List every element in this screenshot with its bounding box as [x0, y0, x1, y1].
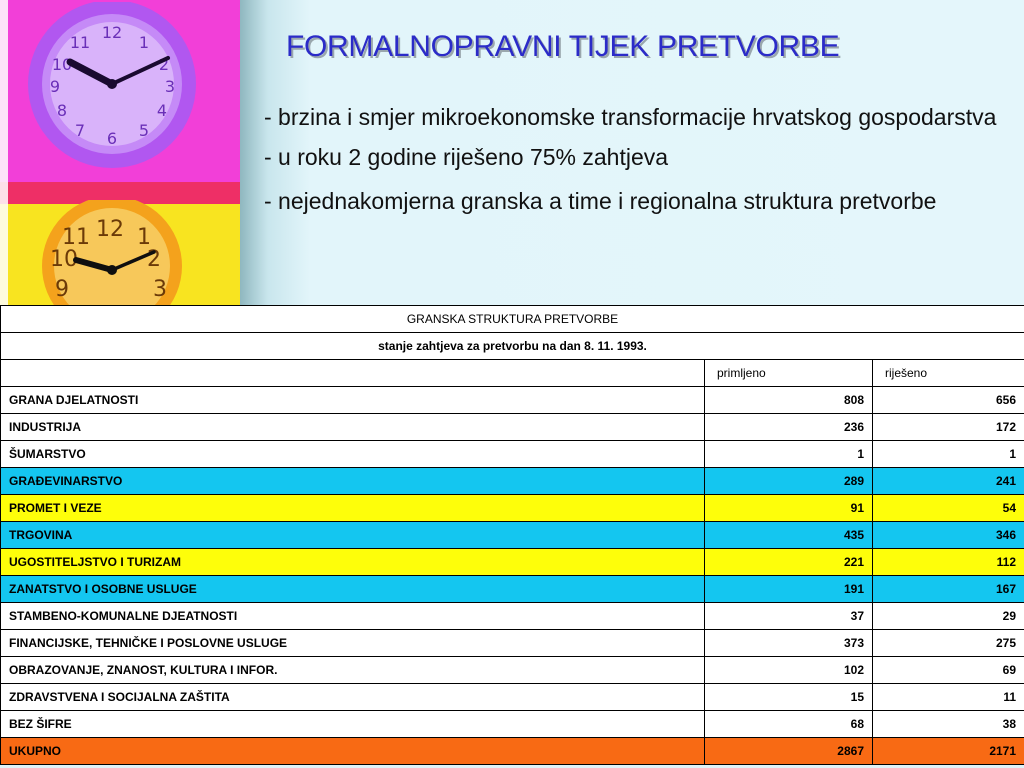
picture-edge: [0, 0, 8, 310]
cell-primljeno: 808: [705, 387, 873, 414]
table-row: [1, 549, 1024, 576]
cell-primljeno: 289: [705, 468, 873, 495]
cell-primljeno: 236: [705, 414, 873, 441]
row-label: FINANCIJSKE, TEHNIČKE I POSLOVNE USLUGE: [1, 630, 705, 657]
cell-primljeno: 221: [705, 549, 873, 576]
row-label: BEZ ŠIFRE: [1, 711, 705, 738]
cell-primljeno: 1: [705, 441, 873, 468]
row-label: ZANATSTVO I OSOBNE USLUGE: [1, 576, 705, 603]
cell-rijeseno: 54: [873, 495, 1024, 522]
cell-primljeno: 15: [705, 684, 873, 711]
svg-text:2: 2: [147, 247, 161, 272]
table-row: [1, 711, 1024, 738]
svg-text:3: 3: [153, 277, 167, 302]
svg-text:4: 4: [156, 101, 168, 120]
row-label: GRAĐEVINARSTVO: [1, 468, 705, 495]
table-row: [1, 468, 1024, 495]
bullet-item: - u roku 2 godine riješeno 75% zahtjeva: [264, 144, 669, 170]
svg-text:12: 12: [96, 217, 124, 242]
cell-rijeseno: 346: [873, 522, 1024, 549]
column-header-rijeseno: riješeno: [873, 360, 1024, 387]
row-label: OBRAZOVANJE, ZNANOST, KULTURA I INFOR.: [1, 657, 705, 684]
svg-text:5: 5: [138, 121, 150, 140]
bullet-item: - nejednakomjerna granska a time i regionalna struktura pretvorbe: [264, 188, 937, 214]
cell-rijeseno: 2171: [873, 738, 1024, 765]
column-header-primljeno: primljeno: [705, 360, 873, 387]
cell-primljeno: 2867: [705, 738, 873, 765]
table-row: [1, 441, 1024, 468]
cell-primljeno: 37: [705, 603, 873, 630]
svg-text:9: 9: [49, 77, 61, 96]
row-label: PROMET I VEZE: [1, 495, 705, 522]
cell-rijeseno: 241: [873, 468, 1024, 495]
svg-text:6: 6: [106, 129, 118, 148]
table-row: [1, 495, 1024, 522]
column-header-empty: [1, 360, 705, 387]
clock-picture: [0, 0, 240, 310]
table-row: [1, 576, 1024, 603]
clock-icon: [30, 200, 210, 310]
cell-rijeseno: 29: [873, 603, 1024, 630]
cell-rijeseno: 167: [873, 576, 1024, 603]
cell-rijeseno: 275: [873, 630, 1024, 657]
table-row: [1, 657, 1024, 684]
clock-icon: [22, 2, 202, 177]
data-table: [0, 305, 1024, 765]
svg-text:10: 10: [51, 55, 73, 74]
svg-text:2: 2: [158, 55, 170, 74]
cell-rijeseno: 172: [873, 414, 1024, 441]
svg-text:3: 3: [164, 77, 176, 96]
slide-title: FORMALNOPRAVNI TIJEK PRETVORBE: [286, 30, 840, 63]
bullet-item: - brzina i smjer mikroekonomske transformacije hrvatskog gospodarstva: [264, 104, 997, 130]
table-row: [1, 684, 1024, 711]
svg-text:1: 1: [137, 225, 151, 250]
row-label: STAMBENO-KOMUNALNE DJEATNOSTI: [1, 603, 705, 630]
row-label: GRANA DJELATNOSTI: [1, 387, 705, 414]
cell-primljeno: 68: [705, 711, 873, 738]
table-row: [1, 387, 1024, 414]
svg-text:11: 11: [69, 33, 91, 52]
cell-primljeno: 91: [705, 495, 873, 522]
row-label: ŠUMARSTVO: [1, 441, 705, 468]
row-label: INDUSTRIJA: [1, 414, 705, 441]
cell-rijeseno: 11: [873, 684, 1024, 711]
row-label: UGOSTITELJSTVO I TURIZAM: [1, 549, 705, 576]
row-label: ZDRAVSTVENA I SOCIJALNA ZAŠTITA: [1, 684, 705, 711]
cell-rijeseno: 112: [873, 549, 1024, 576]
table-row: [1, 414, 1024, 441]
cell-rijeseno: 656: [873, 387, 1024, 414]
cell-primljeno: 435: [705, 522, 873, 549]
svg-text:8: 8: [56, 101, 68, 120]
cell-rijeseno: 38: [873, 711, 1024, 738]
svg-text:10: 10: [50, 247, 78, 272]
cell-primljeno: 191: [705, 576, 873, 603]
svg-text:1: 1: [138, 33, 150, 52]
svg-text:11: 11: [62, 225, 90, 250]
table-row: [1, 630, 1024, 657]
cell-primljeno: 373: [705, 630, 873, 657]
row-label: UKUPNO: [1, 738, 705, 765]
table-caption: GRANSKA STRUKTURA PRETVORBE: [1, 306, 1024, 333]
row-label: TRGOVINA: [1, 522, 705, 549]
cell-rijeseno: 69: [873, 657, 1024, 684]
cell-primljeno: 102: [705, 657, 873, 684]
svg-text:9: 9: [55, 277, 69, 302]
table-row: [1, 738, 1024, 765]
svg-text:7: 7: [74, 121, 86, 140]
cell-rijeseno: 1: [873, 441, 1024, 468]
table-row: [1, 522, 1024, 549]
svg-text:12: 12: [101, 23, 123, 42]
table-subtitle: stanje zahtjeva za pretvorbu na dan 8. 11. 1993.: [1, 333, 1024, 360]
bullet-list: [264, 100, 1004, 230]
table-row: [1, 603, 1024, 630]
